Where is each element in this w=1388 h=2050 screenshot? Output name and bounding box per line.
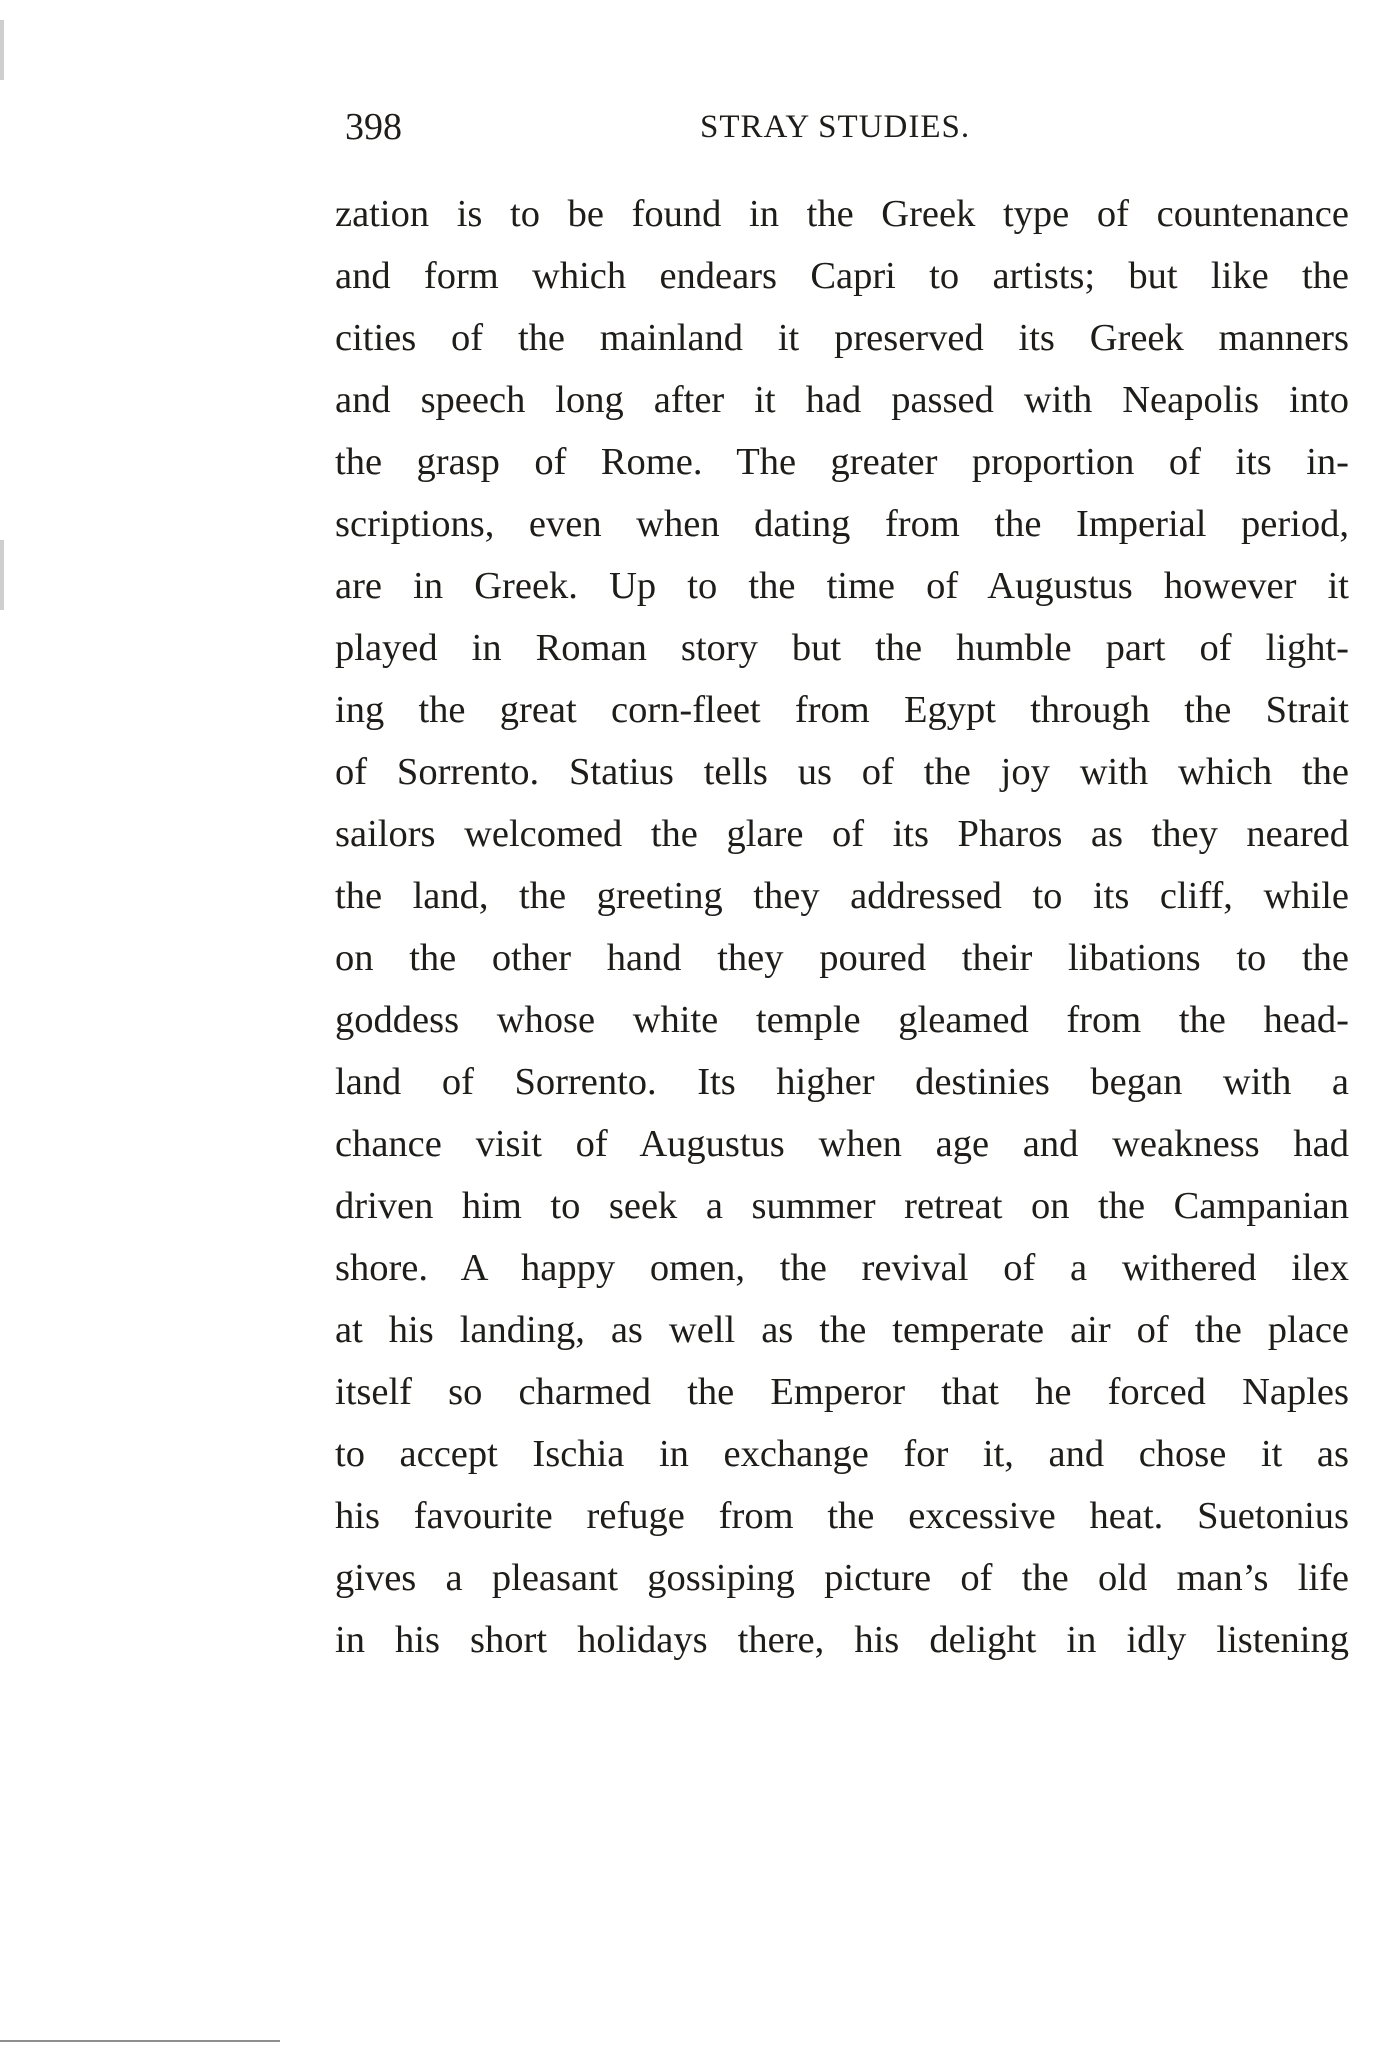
page-edge-mark bbox=[0, 20, 4, 80]
text-line: scriptions, even when dating from the Imperial period, bbox=[335, 503, 1349, 545]
text-line: played in Roman story but the humble part of light- bbox=[335, 627, 1349, 669]
text-line: of Sorrento. Statius tells us of the joy with which the bbox=[335, 751, 1349, 793]
text-line: cities of the mainland it preserved its Greek manners bbox=[335, 317, 1349, 359]
text-line: and form which endears Capri to artists; but like the bbox=[335, 255, 1349, 297]
text-line: are in Greek. Up to the time of Augustus however it bbox=[335, 565, 1349, 607]
text-line: in his short holidays there, his delight in idly listening bbox=[335, 1619, 1349, 1661]
text-line: and speech long after it had passed with Neapolis into bbox=[335, 379, 1349, 421]
running-title: STRAY STUDIES. bbox=[700, 109, 971, 145]
text-line: land of Sorrento. Its higher destinies began with a bbox=[335, 1061, 1349, 1103]
text-line: the grasp of Rome. The greater proportion of its in- bbox=[335, 441, 1349, 483]
text-line: chance visit of Augustus when age and weakness had bbox=[335, 1123, 1349, 1165]
text-line: gives a pleasant gossiping picture of the old man’s life bbox=[335, 1557, 1349, 1599]
text-line: to accept Ischia in exchange for it, and chose it as bbox=[335, 1433, 1349, 1475]
text-line: on the other hand they poured their libations to the bbox=[335, 937, 1349, 979]
text-line: ing the great corn-fleet from Egypt through the Strait bbox=[335, 689, 1349, 731]
text-line: his favourite refuge from the excessive heat. Suetonius bbox=[335, 1495, 1349, 1537]
text-line: goddess whose white temple gleamed from the head- bbox=[335, 999, 1349, 1041]
text-line: itself so charmed the Emperor that he forced Naples bbox=[335, 1371, 1349, 1413]
text-line: sailors welcomed the glare of its Pharos as they neared bbox=[335, 813, 1349, 855]
scan-edge-rule bbox=[0, 2040, 280, 2042]
text-line: the land, the greeting they addressed to its cliff, while bbox=[335, 875, 1349, 917]
page-edge-mark bbox=[0, 540, 4, 610]
page-number: 398 bbox=[345, 106, 402, 148]
text-line: driven him to seek a summer retreat on the Campanian bbox=[335, 1185, 1349, 1227]
running-header bbox=[345, 102, 1350, 152]
text-line: at his landing, as well as the temperate air of the place bbox=[335, 1309, 1349, 1351]
body-text bbox=[335, 183, 1349, 1671]
text-line: shore. A happy omen, the revival of a withered ilex bbox=[335, 1247, 1349, 1289]
text-line: zation is to be found in the Greek type of countenance bbox=[335, 193, 1349, 235]
